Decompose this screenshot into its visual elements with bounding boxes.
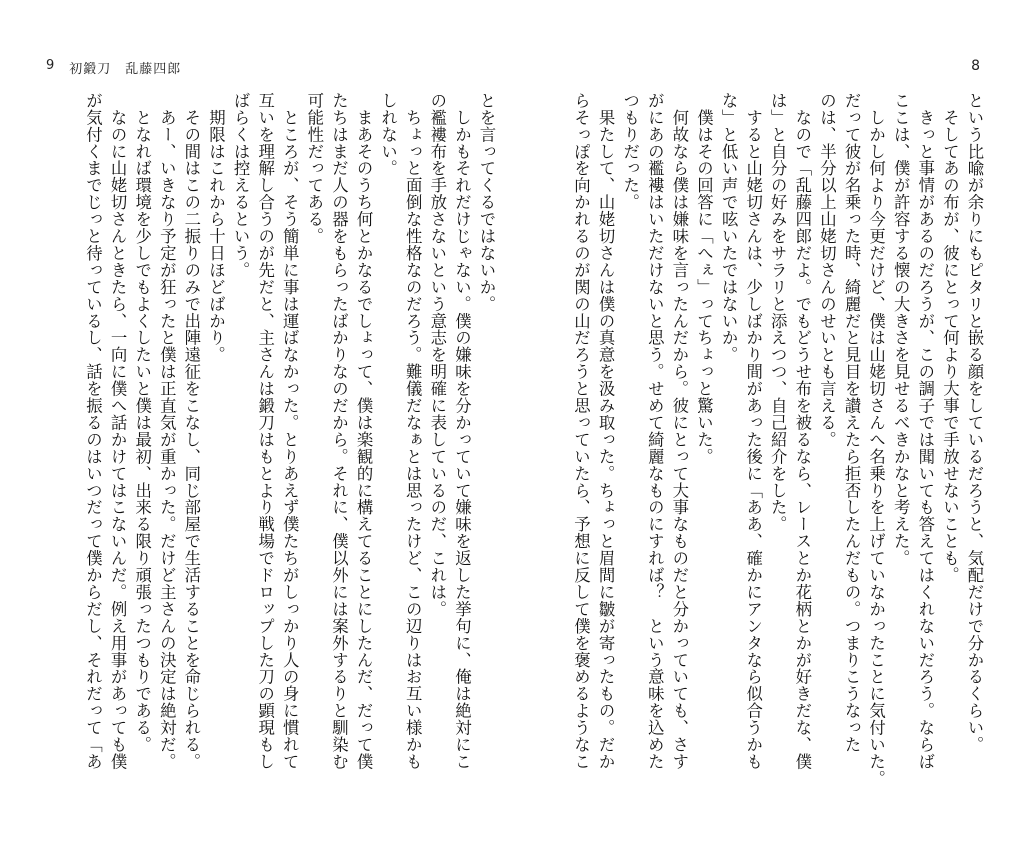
text-line: だって彼が名乗った時、綺麗だと見目を讃えたら拒否したんだもの。つまりこうなった [842,92,862,754]
text-line: あー、いきなり予定が狂ったと僕は正直気が重かった。だけど主さんの決定は絶対だ。 [157,92,177,770]
text-line: は」と自分の好みをサラリと添えつつ、自己紹介をした。 [768,92,788,533]
text-line: 果たして、山姥切さんは僕の真意を汲み取った。ちょっと眉間に皺が寄ったもの。だか [596,92,616,770]
text-line: しれない。 [378,92,398,177]
text-line: らそっぽを向かれるのが関の山だろうと思っていたら、予想に反して僕を褒めるようなこ [571,92,591,770]
text-line: の襤褸布を手放さないという意志を明確に表しているのだ、これは。 [427,92,447,618]
text-line: 期限はこれから十日ほどばかり。 [206,92,226,364]
text-line: きっと事情があるのだろうが、この調子では聞いても答えてはくれないだろう。ならば [915,92,935,770]
text-line: がにあの襤褸はいただけないと思う。せめて綺麗なものにすれば？ という意味を込めた [645,92,665,770]
text-line: なのに山姥切さんときたら、一向に僕へ話かけてはこないんだ。例え用事があっても僕 [108,92,128,770]
running-title: 初鍛刀 乱藤四郎 [69,62,182,77]
right-page [512,0,1024,853]
running-header [46,58,181,77]
text-line: とを言ってくるではないか。 [477,92,496,313]
left-page-body-text [58,92,498,830]
text-line: ところが、そう簡単に事は運ばなかった。とりあえず僕たちがしっかり人の身に慣れて [280,92,300,770]
text-line: 僕はその回答に「へぇ」ってちょっと驚いた。 [694,92,714,465]
text-line: そしてあの布が、彼にとって何より大事で手放せないことも。 [940,92,960,584]
text-line: しかもそれだけじゃない。僕の嫌味を分かっていて嫌味を返した挙句に、俺は絶対にこ [452,92,472,770]
text-line: たちはまだ人の器をもらったばかりなのだから。それに、僕以外には案外するりと馴染む [329,92,349,770]
text-line: のは、半分以上山姥切さんのせいとも言える。 [817,92,837,448]
text-line: 何故なら僕は嫌味を言ったんだから。彼にとって大事なものだと分かっていても、さす [669,92,689,770]
text-line: 可能性だってある。 [304,92,324,245]
text-line: なので「乱藤四郎だよ。でもどうせ布を被るなら、レースとか花柄とかが好きだな、僕 [792,92,812,770]
text-line: となれば環境を少しでもよくしたいと僕は最初、出来る限り頑張ったつもりである。 [132,92,152,754]
page-number: 8 [971,58,980,74]
text-line: 互いを理解し合うのが先だと、主さんは鍛刀はもとより戦場でドロップした刀の顕現もし [255,92,275,770]
right-page-body-text [546,92,986,830]
page-number: 9 [46,58,56,73]
text-line: しかし何より今更だけど、僕は山姥切さんへ名乗りを上げていなかったことに気付いた。 [866,92,886,787]
text-line: な」と低い声で呟いたではないか。 [719,92,739,364]
text-line: まあそのうち何とかなるでしょって、僕は楽観的に構えてることにしたんだ、だって僕 [354,92,374,770]
text-line: ここは、僕が許容する懐の大きさを見せるべきかなと考えた。 [891,92,911,567]
text-line: という比喩が余りにもピタリと嵌る顔をしているだろうと、気配だけで分かるくらい。 [965,92,984,754]
text-line: が気付くまでじっと待っているし、話を振るのはいつだって僕からだし、それだって「あ [83,92,103,770]
text-line: その間はこの二振りのみで出陣遠征をこなし、同じ部屋で生活することを命じられる。 [181,92,201,770]
text-line: ばらくは控えるという。 [231,92,251,279]
text-line: すると山姥切さんは、少しばかり間があった後に「ああ、確かにアンタなら似合うかも [743,92,763,770]
text-line: つもりだった。 [620,92,640,211]
text-line: ちょっと面倒な性格なのだろう。難儀だなぁとは思ったけど、この辺りはお互い様かも [403,92,423,770]
